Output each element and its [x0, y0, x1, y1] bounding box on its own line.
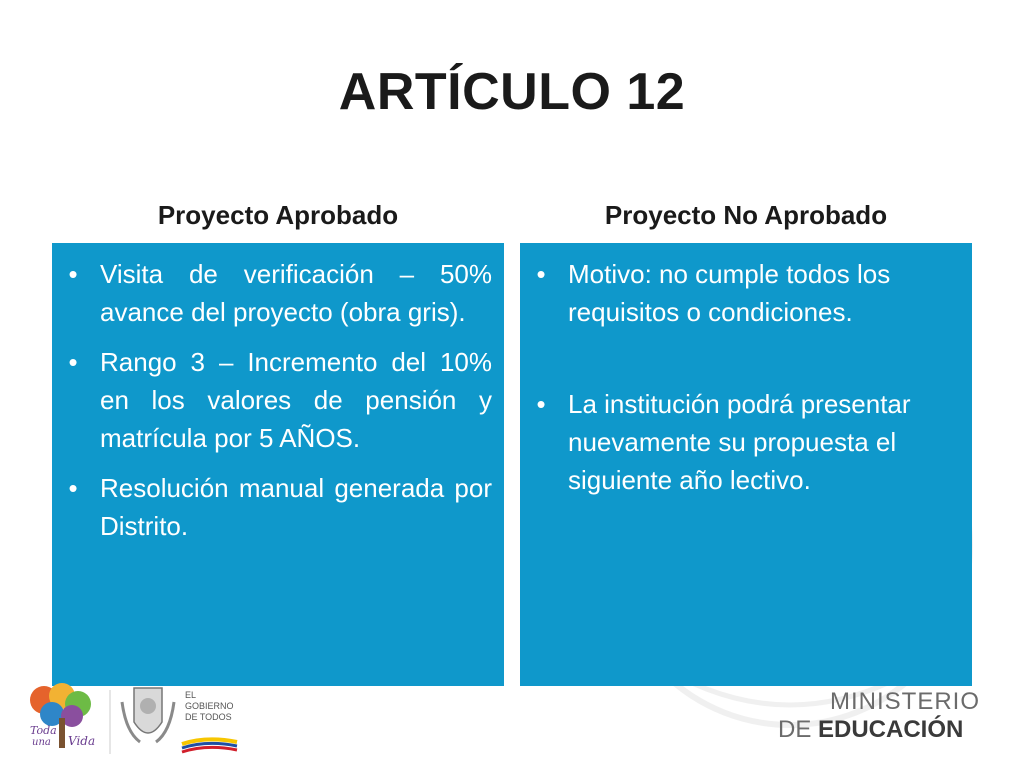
logo-text-una: una	[32, 737, 51, 748]
ministerio-prefix: DE	[777, 716, 818, 743]
ministerio-educacion-word: EDUCACIÓN	[818, 716, 964, 743]
bullet-text: La institución podrá presentar nuevamente su propuesta el siguiente año lectivo.	[568, 389, 911, 495]
gobierno-line-1: EL	[185, 690, 197, 700]
logo-text-toda: Toda	[30, 724, 57, 737]
bullet-icon: •	[68, 473, 78, 503]
bullet-text: Visita de verificación – 50% avance del proyecto (obra gris).	[100, 259, 492, 327]
not-approved-bullet-list	[528, 255, 958, 499]
bullet-icon: •	[536, 259, 546, 289]
slide-title: ARTÍCULO 12	[338, 63, 686, 121]
list-item	[60, 255, 492, 331]
ministerio-line-2	[778, 716, 980, 744]
coat-of-arms-icon	[122, 688, 174, 742]
list-item	[528, 385, 958, 499]
list-item	[60, 469, 492, 545]
bullet-icon: •	[68, 347, 78, 377]
list-item	[528, 255, 958, 331]
ministerio-educacion-logo	[778, 688, 980, 744]
bullet-text: Rango 3 – Incremento del 10% en los valores de pensión y matrícula por 5 AÑOS.	[100, 347, 492, 453]
gobierno-de-todos-text	[185, 690, 234, 723]
gobierno-line-3: DE TODOS	[185, 712, 232, 722]
flag-stripe-red	[182, 747, 237, 752]
not-approved-project-box	[520, 243, 972, 686]
column-heading-not-approved: Proyecto No Aprobado	[604, 200, 888, 230]
toda-una-vida-logo	[30, 683, 95, 748]
logo-text-vida: Vida	[68, 734, 96, 748]
bullet-text: Motivo: no cumple todos los requisitos o condiciones.	[568, 259, 891, 327]
bullet-icon: •	[68, 259, 78, 289]
gobierno-line-2: GOBIERNO	[185, 701, 234, 711]
list-item	[60, 343, 492, 457]
bullet-icon: •	[536, 389, 546, 419]
approved-project-box	[52, 243, 504, 686]
bullet-text: Resolución manual generada por Distrito.	[100, 473, 492, 541]
approved-bullet-list	[60, 255, 492, 545]
ministerio-line-1: MINISTERIO	[829, 688, 980, 715]
column-heading-approved: Proyecto Aprobado	[157, 200, 399, 230]
